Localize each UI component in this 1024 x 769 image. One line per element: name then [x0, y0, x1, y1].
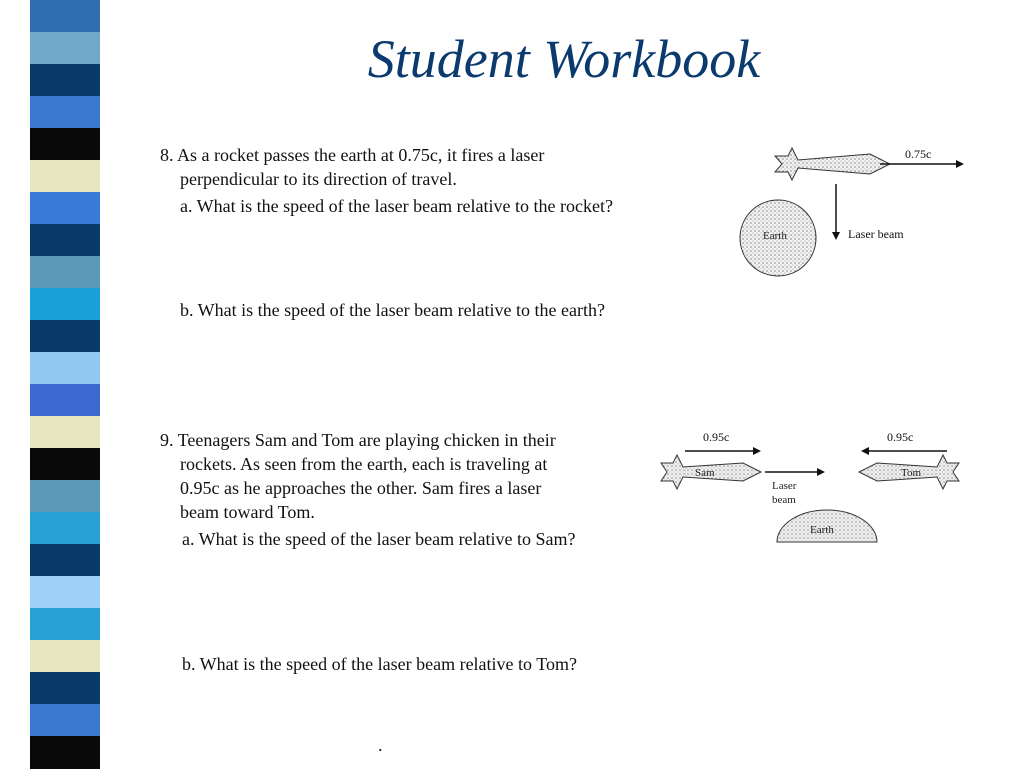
- q8-line2: perpendicular to its direction of travel.: [180, 169, 457, 189]
- sam-speed-label: 0.95c: [703, 430, 730, 444]
- q9-line3: 0.95c as he approaches the other. Sam fires a laser: [180, 478, 542, 498]
- tom-speed-label: 0.95c: [887, 430, 914, 444]
- laser-label-line2: beam: [772, 494, 796, 506]
- figure-8-rocket-earth: [730, 138, 980, 283]
- q9-line4: beam toward Tom.: [180, 502, 315, 522]
- stripe-segment: [30, 736, 100, 769]
- stripe-segment: [30, 96, 100, 129]
- stripe-segment: [30, 160, 100, 193]
- laser-label-line1: Laser: [772, 480, 797, 492]
- stripe-segment: [30, 544, 100, 577]
- stripe-segment: [30, 576, 100, 609]
- stripe-segment: [30, 192, 100, 225]
- q8-line1: 8. As a rocket passes the earth at 0.75c, it fires a laser: [160, 145, 545, 165]
- laser-beam-label: Laser beam: [848, 227, 904, 241]
- q9-line2: rockets. As seen from the earth, each is traveling at: [180, 454, 548, 474]
- stripe-segment: [30, 480, 100, 513]
- q8-part-a: a. What is the speed of the laser beam relative to the rocket?: [180, 196, 613, 216]
- footer-dot: .: [378, 735, 383, 755]
- rocket-speed-label: 0.75c: [905, 147, 932, 161]
- q9-part-a: a. What is the speed of the laser beam relative to Sam?: [182, 529, 576, 549]
- stripe-segment: [30, 224, 100, 257]
- stripe-segment: [30, 448, 100, 481]
- figure-9-sam-tom: [655, 425, 965, 545]
- stripe-segment: [30, 416, 100, 449]
- stripe-segment: [30, 672, 100, 705]
- stripe-segment: [30, 352, 100, 385]
- earth-label: Earth: [810, 524, 834, 536]
- stripe-segment: [30, 704, 100, 737]
- stripe-segment: [30, 256, 100, 289]
- stripe-segment: [30, 512, 100, 545]
- stripe-segment: [30, 640, 100, 673]
- stripe-segment: [30, 384, 100, 417]
- q9-line1: 9. Teenagers Sam and Tom are playing chicken in their: [160, 430, 556, 450]
- sam-label: Sam: [695, 467, 715, 479]
- page-title: Student Workbook: [367, 29, 761, 89]
- tom-label: Tom: [901, 467, 922, 479]
- earth-label: Earth: [763, 230, 787, 242]
- rocket-icon: [775, 148, 890, 180]
- q9-part-b: b. What is the speed of the laser beam relative to Tom?: [182, 654, 577, 674]
- q8-part-b: b. What is the speed of the laser beam relative to the earth?: [180, 300, 605, 320]
- decorative-stripe: [30, 0, 100, 768]
- stripe-segment: [30, 608, 100, 641]
- stripe-segment: [30, 128, 100, 161]
- stripe-segment: [30, 320, 100, 353]
- stripe-segment: [30, 288, 100, 321]
